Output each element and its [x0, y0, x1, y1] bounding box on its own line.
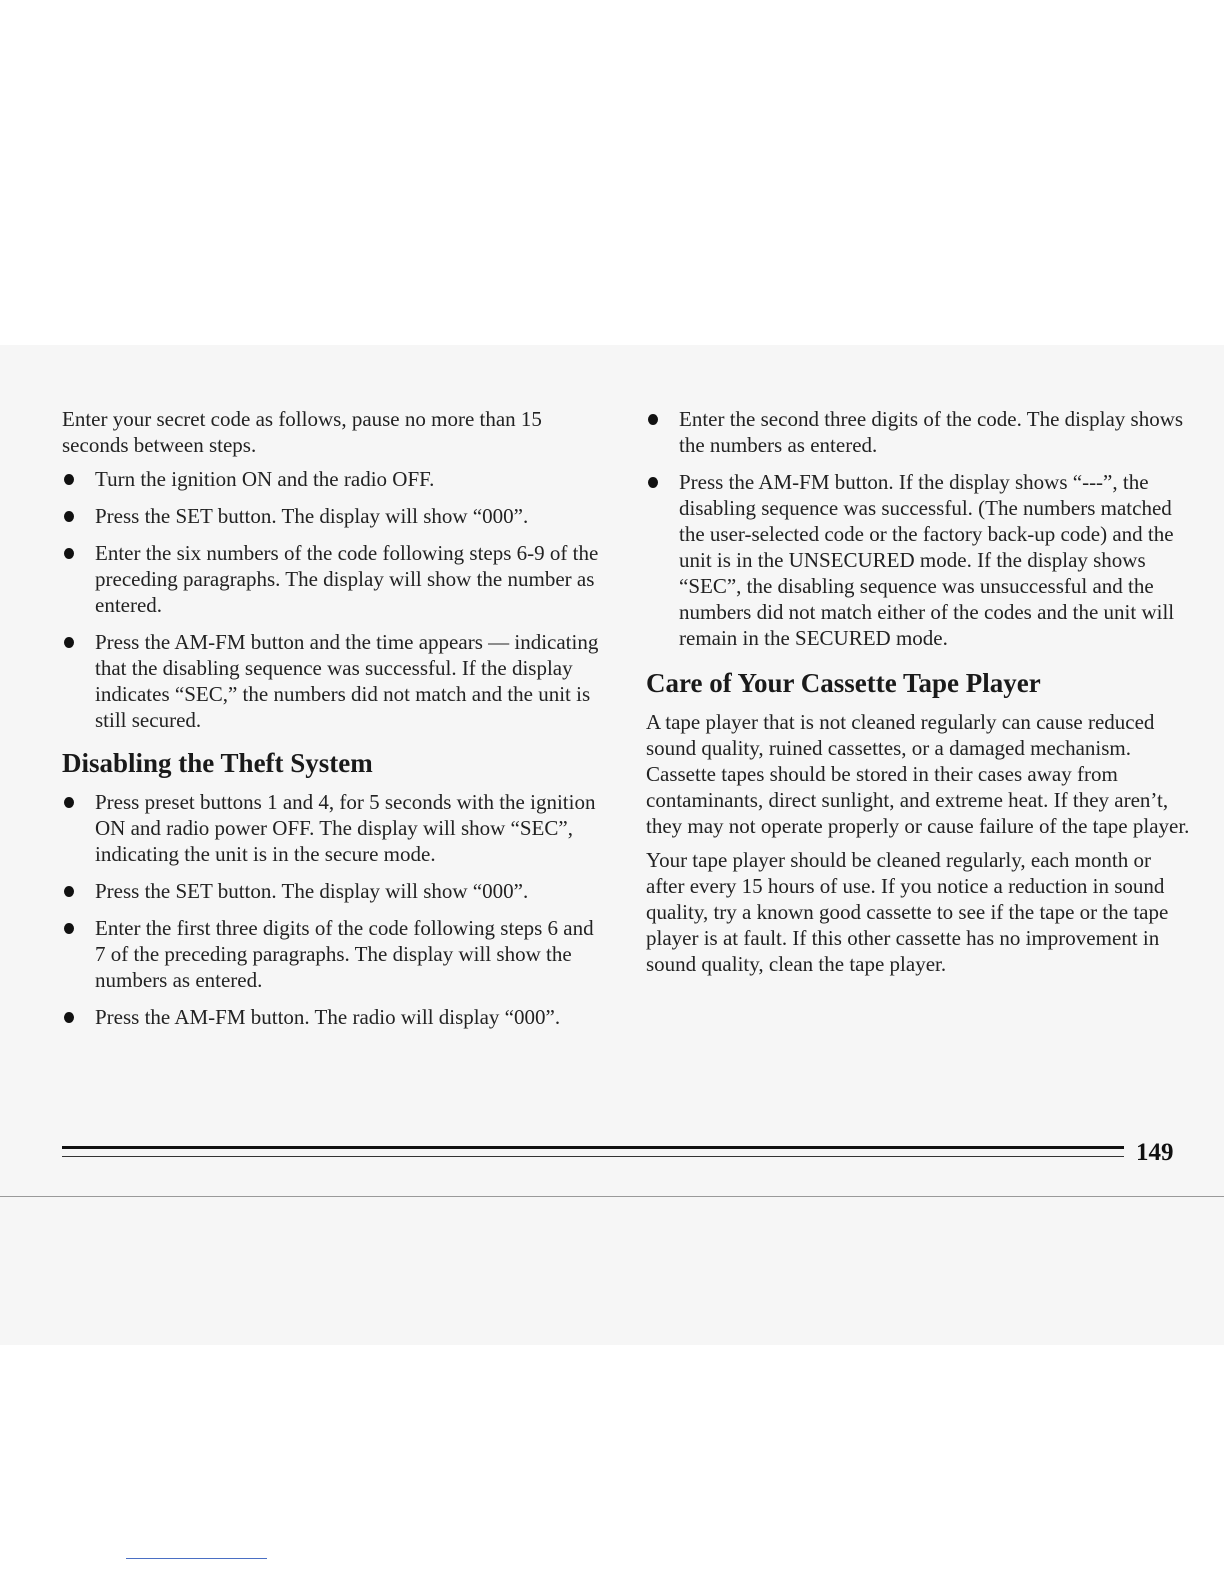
- bullet-icon: [64, 923, 74, 934]
- bullet-icon: [64, 886, 74, 897]
- list-item: [62, 915, 602, 993]
- bullet-icon: [64, 511, 74, 522]
- disabling-steps: [62, 789, 602, 1030]
- list-item-text: Enter the second three digits of the code. The display shows the numbers as entered.: [679, 407, 1184, 457]
- list-item-text: Press preset buttons 1 and 4, for 5 seconds with the ignition ON and radio power OFF. The display will show “SEC”, indicating the unit is in the secure mode.: [95, 790, 596, 866]
- list-item: [62, 629, 602, 733]
- list-item-text: Press the AM-FM button. The radio will display “000”.: [95, 1005, 561, 1029]
- footer-rule-thin: [62, 1156, 1124, 1157]
- care-paragraph: Your tape player should be cleaned regularly, each month or after every 15 hours of use. If you notice a reduction in sound quality, try a known good cassette to see if the tape or the tape player is at fault. If this other cassette has no improvement in sound quality, clean the tape player.: [646, 848, 1169, 976]
- left-column: [62, 406, 602, 1041]
- link-underline: [126, 1558, 267, 1559]
- list-item-text: Press the AM-FM button and the time appears — indicating that the disabling sequence was successful. If the display indicates “SEC,” the numbers did not match and the unit is still secured.: [95, 630, 599, 732]
- care-paragraph: A tape player that is not cleaned regularly can cause reduced sound quality, ruined cassettes, or a damaged mechanism. Cassette tapes should be stored in their cases away from contaminants, direct sunlight, and extreme heat. If they aren’t, they may not operate properly or cause failure of the tape player.: [646, 710, 1190, 838]
- list-item: [62, 878, 602, 904]
- care-heading: Care of Your Cassette Tape Player: [646, 668, 1041, 698]
- list-item: [646, 469, 1191, 651]
- list-item-text: Enter the first three digits of the code following steps 6 and 7 of the preceding paragraphs. The display will show the numbers as entered.: [95, 916, 594, 992]
- intro-paragraph: Enter your secret code as follows, pause no more than 15 seconds between steps.: [62, 407, 542, 457]
- right-column: [646, 406, 1191, 985]
- list-item: [62, 1004, 602, 1030]
- list-item-text: Enter the six numbers of the code following steps 6-9 of the preceding paragraphs. The display will show the number as entered.: [95, 541, 599, 617]
- list-item-text: Press the SET button. The display will show “000”.: [95, 879, 529, 903]
- list-item-text: Press the SET button. The display will show “000”.: [95, 504, 529, 528]
- list-item: [62, 503, 602, 529]
- bullet-icon: [648, 414, 658, 425]
- bullet-icon: [64, 797, 74, 808]
- bullet-icon: [64, 1012, 74, 1023]
- bullet-icon: [648, 477, 658, 488]
- disabling-steps-continued: [646, 406, 1191, 651]
- bullet-icon: [64, 548, 74, 559]
- bullet-icon: [64, 637, 74, 648]
- disabling-heading: Disabling the Theft System: [62, 748, 373, 778]
- list-item-text: Turn the ignition ON and the radio OFF.: [95, 467, 435, 491]
- list-item: [62, 540, 602, 618]
- page-divider: [0, 1196, 1224, 1197]
- bullet-icon: [64, 474, 74, 485]
- list-item: [646, 406, 1191, 458]
- list-item-text: Press the AM-FM button. If the display shows “---”, the disabling sequence was successful. (The numbers matched the user-selected code or the factory back-up code) and the unit is in the UNSECURED mode. If the display shows “SEC”, the disabling sequence was unsuccessful and the numbers did not match either of the codes and the unit will remain in the SECURED mode.: [679, 470, 1175, 650]
- footer-rule: [62, 1146, 1124, 1149]
- list-item: [62, 466, 602, 492]
- page-number: 149: [1136, 1139, 1174, 1166]
- list-item: [62, 789, 602, 867]
- secret-code-steps: [62, 466, 602, 733]
